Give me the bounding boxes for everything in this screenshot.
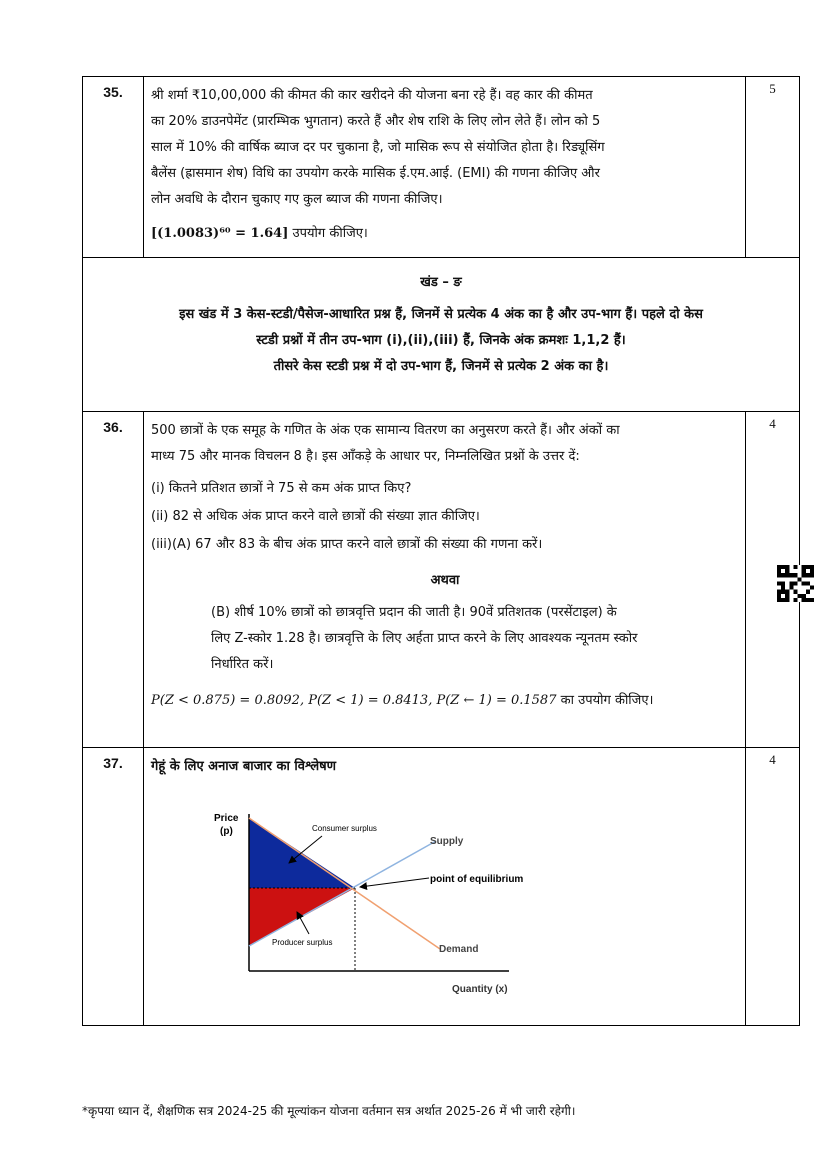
q35-line: लोन अवधि के दौरान चुकाए गए कुल ब्याज की गणना कीजिए। xyxy=(151,192,443,207)
quantity-axis-label: Quantity (x) xyxy=(452,984,508,995)
question-number: 37. xyxy=(83,748,144,1025)
question-number: 35. xyxy=(83,77,144,257)
section-header-row xyxy=(83,258,799,412)
price-axis-symbol: (p) xyxy=(220,826,233,837)
marks: 4 xyxy=(769,416,776,431)
q36-part-b-line: लिए Z-स्कोर 1.28 है। छात्रवृत्ति के लिए अर्हता प्राप्त करने के लिए आवश्यक न्यूनतम स्कोर xyxy=(211,631,638,646)
question-36-row xyxy=(83,412,799,748)
market-diagram xyxy=(214,808,554,998)
question-35-row xyxy=(83,77,799,258)
section-instruction-line: इस खंड में 3 केस-स्टडी/पैसेज-आधारित प्रश्न हैं, जिनमें से प्रत्येक 4 अंक का है और उप-भाग हैं। पहले दो केस xyxy=(179,307,703,322)
question-body xyxy=(144,412,746,747)
footer-note: *कृपया ध्यान दें, शैक्षणिक सत्र 2024-25 की मूल्यांकन योजना वर्तमान सत्र अर्थात 2025-26 में भी जारी रहेगी। xyxy=(82,1104,576,1118)
q36-part-iii-a: (iii)(A) 67 और 83 के बीच अंक प्राप्त करने वाले छात्रों की संख्या की गणना करें। xyxy=(151,537,543,552)
q35-line: श्री शर्मा ₹10,00,000 की कीमत की कार खरीदने की योजना बना रहे हैं। वह कार की कीमत xyxy=(151,88,593,103)
q36-formula-line xyxy=(151,688,739,714)
q35-hint-formula: [(1.0083)⁶⁰ = 1.64] xyxy=(151,226,289,241)
q36-part-b xyxy=(151,600,739,678)
marks: 4 xyxy=(769,752,776,767)
or-separator: अथवा xyxy=(430,573,460,588)
q35-line: साल में 10% की वार्षिक ब्याज दर पर चुकाना है, जो मासिक रूप से संयोजित होता है। रिड्यूसिंग xyxy=(151,140,605,155)
question-body xyxy=(144,77,746,257)
q36-part-b-line: (B) शीर्ष 10% छात्रों को छात्रवृत्ति प्रदान की जाती है। 90वें प्रतिशतक (परसेंटाइल) के xyxy=(211,605,617,620)
question-37-row xyxy=(83,748,799,1025)
q36-part-b-line: निर्धारित करें। xyxy=(211,657,274,672)
q35-hint-text: उपयोग कीजिए। xyxy=(292,226,368,241)
qr-code-icon xyxy=(777,565,814,602)
q36-formula-text: का उपयोग कीजिए। xyxy=(560,693,654,708)
question-table xyxy=(82,76,800,1026)
q36-line: माध्य 75 और मानक विचलन 8 है। इस आँकड़े के आधार पर, निम्नलिखित प्रश्नों के उत्तर दें: xyxy=(151,449,580,464)
section-title: खंड – ङ xyxy=(420,275,462,290)
consumer-surplus-label: Consumer surplus xyxy=(312,824,377,833)
section-instructions xyxy=(83,258,799,411)
section-instruction-line: तीसरे केस स्टडी प्रश्न में दो उप-भाग हैं, जिनमें से प्रत्येक 2 अंक का है। xyxy=(273,359,609,374)
q37-title: गेहूं के लिए अनाज बाजार का विश्लेषण xyxy=(151,759,337,774)
producer-surplus-label: Producer surplus xyxy=(272,938,333,947)
question-body xyxy=(144,748,746,1025)
equilibrium-arrow xyxy=(360,878,429,887)
question-number: 36. xyxy=(83,412,144,747)
supply-label: Supply xyxy=(430,836,464,847)
marks: 5 xyxy=(769,81,776,96)
q35-line: बैलेंस (ह्रासमान शेष) विधि का उपयोग करके मासिक ई.एम.आई. (EMI) की गणना कीजिए और xyxy=(151,166,600,181)
price-axis-label: Price xyxy=(214,813,239,824)
section-instruction-line: स्टडी प्रश्नों में तीन उप-भाग (i),(ii),(iii) हैं, जिनके अंक क्रमशः 1,1,2 हैं। xyxy=(256,333,626,348)
equilibrium-label: point of equilibrium xyxy=(430,874,524,885)
demand-label: Demand xyxy=(439,944,479,955)
q36-line: 500 छात्रों के एक समूह के गणित के अंक एक सामान्य वितरण का अनुसरण करते हैं। और अंकों का xyxy=(151,423,620,438)
q35-hint xyxy=(151,221,739,247)
q35-line: का 20% डाउनपेमेंट (प्रारम्भिक भुगतान) करते हैं और शेष राशि के लिए लोन लेते हैं। लोन को 5 xyxy=(151,114,601,129)
q36-formula: P(Z < 0.875) = 0.8092, P(Z < 1) = 0.8413, P(Z ← 1) = 0.1587 xyxy=(151,693,557,708)
q36-part-i: (i) कितने प्रतिशत छात्रों ने 75 से कम अंक प्राप्त किए? xyxy=(151,481,412,496)
q36-part-ii: (ii) 82 से अधिक अंक प्राप्त करने वाले छात्रों की संख्या ज्ञात कीजिए। xyxy=(151,509,480,524)
